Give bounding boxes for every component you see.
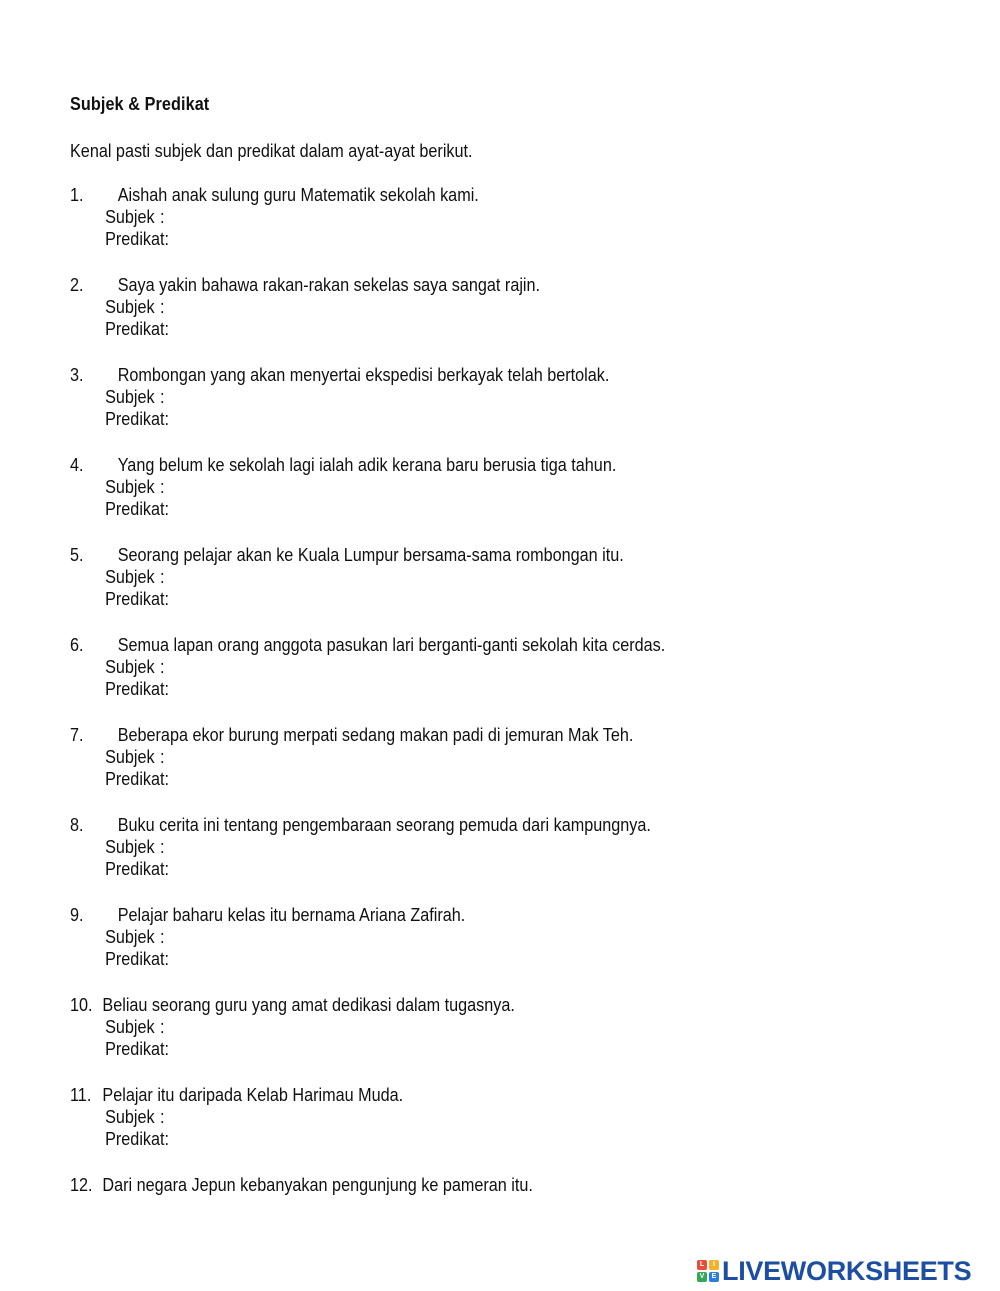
predicate-label: Predikat: [105,1129,170,1149]
question-number: 12. [70,1175,93,1195]
question-text: Rombongan yang akan menyertai ekspedisi berkayak telah bertolak. [117,365,610,385]
subject-label: Subjek [105,837,155,857]
predicate-field[interactable] [70,588,835,610]
predicate-field[interactable] [70,948,835,970]
question-text: Dari negara Jepun kebanyakan pengunjung ke pameran itu. [102,1175,533,1195]
subject-colon: : [160,297,165,317]
predicate-label: Predikat: [105,409,170,429]
subject-label: Subjek [105,567,155,587]
subject-field[interactable] [70,746,835,768]
question-text: Aishah anak sulung guru Matematik sekolah kami. [117,185,479,205]
predicate-field[interactable] [70,408,835,430]
question-10 [70,994,835,1060]
predicate-label: Predikat: [105,679,170,699]
question-number: 8. [70,815,84,835]
predicate-field[interactable] [70,318,835,340]
question-5 [70,544,835,610]
question-12 [70,1174,835,1196]
subject-field[interactable] [70,296,835,318]
predicate-label: Predikat: [105,949,170,969]
subject-colon: : [160,657,165,677]
subject-label: Subjek [105,657,155,677]
liveworksheets-logo [697,1254,997,1288]
question-text: Pelajar baharu kelas itu bernama Ariana Zafirah. [117,905,466,925]
predicate-label: Predikat: [105,859,170,879]
question-number: 7. [70,725,84,745]
subject-colon: : [160,207,165,227]
subject-label: Subjek [105,927,155,947]
predicate-field[interactable] [70,1038,835,1060]
subject-colon: : [160,477,165,497]
question-3 [70,364,835,430]
subject-colon: : [160,567,165,587]
subject-field[interactable] [70,566,835,588]
question-text: Yang belum ke sekolah lagi ialah adik kerana baru berusia tiga tahun. [117,455,617,475]
predicate-field[interactable] [70,228,835,250]
predicate-label: Predikat: [105,319,170,339]
subject-label: Subjek [105,747,155,767]
logo-block-v: V [697,1272,707,1282]
subject-colon: : [160,1107,165,1127]
predicate-label: Predikat: [105,499,170,519]
question-6 [70,634,835,700]
subject-field[interactable] [70,386,835,408]
question-text: Pelajar itu daripada Kelab Harimau Muda. [102,1085,404,1105]
subject-colon: : [160,1017,165,1037]
subject-label: Subjek [105,477,155,497]
question-text: Beberapa ekor burung merpati sedang makan padi di jemuran Mak Teh. [117,725,634,745]
worksheet-title: Subjek & Predikat [70,94,210,114]
question-number: 4. [70,455,84,475]
subject-label: Subjek [105,387,155,407]
predicate-label: Predikat: [105,589,170,609]
logo-blocks-icon [697,1260,719,1282]
subject-label: Subjek [105,1107,155,1127]
subject-label: Subjek [105,1017,155,1037]
question-7 [70,724,835,790]
question-number: 6. [70,635,84,655]
question-number: 9. [70,905,84,925]
subject-label: Subjek [105,297,155,317]
subject-field[interactable] [70,1106,835,1128]
question-11 [70,1084,835,1150]
question-number: 2. [70,275,84,295]
predicate-field[interactable] [70,498,835,520]
subject-label: Subjek [105,207,155,227]
worksheet-page [7,0,907,1291]
question-text: Buku cerita ini tentang pengembaraan seorang pemuda dari kampungnya. [117,815,651,835]
predicate-field[interactable] [70,1128,835,1150]
question-8 [70,814,835,880]
logo-block-i: I [709,1260,719,1270]
subject-field[interactable] [70,476,835,498]
question-number: 10. [70,995,93,1015]
question-1 [70,184,835,250]
question-2 [70,274,835,340]
question-text: Saya yakin bahawa rakan-rakan sekelas saya sangat rajin. [117,275,541,295]
subject-field[interactable] [70,206,835,228]
predicate-field[interactable] [70,858,835,880]
logo-block-l: L [697,1260,707,1270]
subject-field[interactable] [70,656,835,678]
question-9 [70,904,835,970]
question-text: Seorang pelajar akan ke Kuala Lumpur bersama-sama rombongan itu. [117,545,624,565]
subject-colon: : [160,747,165,767]
subject-field[interactable] [70,926,835,948]
question-number: 3. [70,365,84,385]
question-number: 11. [70,1085,92,1105]
subject-field[interactable] [70,1016,835,1038]
question-text: Beliau seorang guru yang amat dedikasi dalam tugasnya. [102,995,515,1015]
question-number: 1. [70,185,84,205]
predicate-label: Predikat: [105,769,170,789]
question-4 [70,454,835,520]
question-text: Semua lapan orang anggota pasukan lari berganti-ganti sekolah kita cerdas. [117,635,666,655]
logo-block-e: E [709,1272,719,1282]
instruction-text: Kenal pasti subjek dan predikat dalam ayat-ayat berikut. [70,141,473,161]
logo-text: LIVEWORKSHEETS [722,1255,972,1286]
question-number: 5. [70,545,84,565]
predicate-field[interactable] [70,678,835,700]
predicate-field[interactable] [70,768,835,790]
subject-colon: : [160,387,165,407]
subject-colon: : [160,837,165,857]
predicate-label: Predikat: [105,229,170,249]
subject-colon: : [160,927,165,947]
predicate-label: Predikat: [105,1039,170,1059]
subject-field[interactable] [70,836,835,858]
